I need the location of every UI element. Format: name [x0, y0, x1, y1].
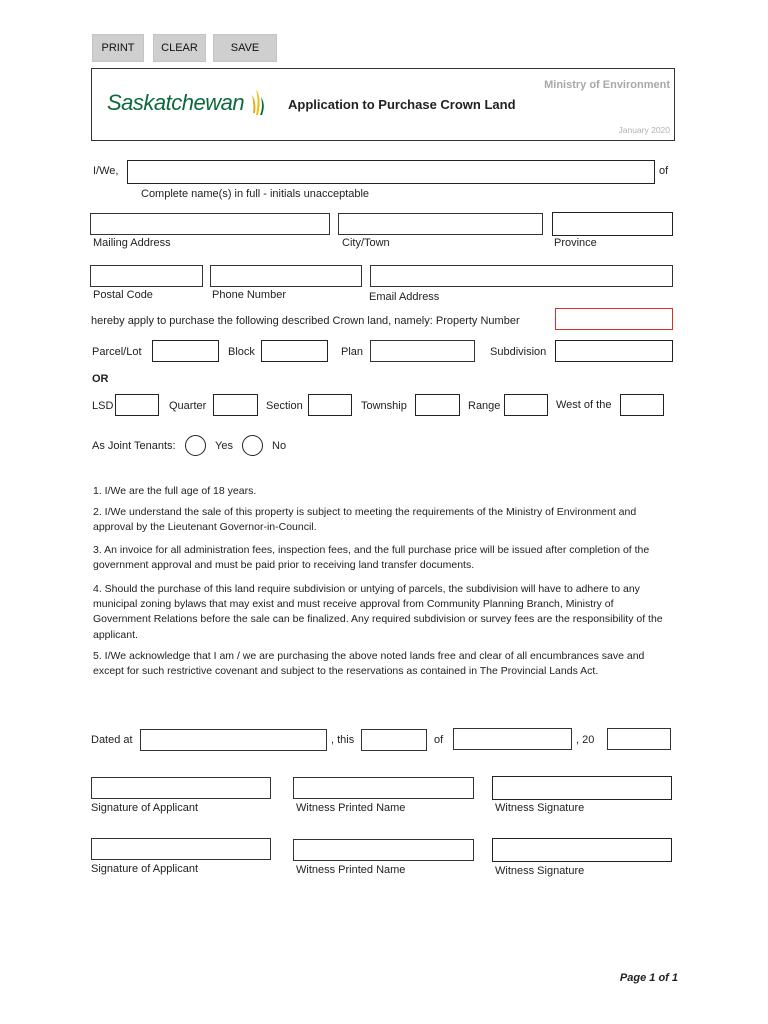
page-number: Page 1 of 1 [619, 972, 678, 984]
witness-name-1-input[interactable] [293, 777, 474, 799]
city-input[interactable] [338, 213, 543, 235]
township-input[interactable] [415, 394, 460, 416]
form-header [91, 68, 675, 141]
province-input[interactable] [552, 212, 673, 236]
mailing-address-input[interactable] [90, 213, 330, 235]
wheat-logo-icon [246, 87, 268, 117]
lsd-input[interactable] [115, 394, 159, 416]
applicant-signature-2-input[interactable] [91, 838, 271, 860]
witness-signature-2-input[interactable] [492, 838, 672, 862]
term-1: 1. I/We are the full age of 18 years. [93, 485, 257, 497]
city-label: City/Town [342, 237, 390, 249]
postal-code-label: Postal Code [93, 289, 153, 301]
section-input[interactable] [308, 394, 352, 416]
west-label: West of the [556, 399, 612, 411]
applicant-signature-2-label: Signature of Applicant [91, 863, 199, 875]
joint-yes-radio[interactable] [185, 435, 206, 456]
this-label: , this [331, 734, 355, 746]
province-label: Province [554, 237, 597, 249]
form-date: January 2020 [618, 125, 670, 135]
no-label: No [272, 440, 287, 452]
township-label: Township [361, 400, 407, 412]
phone-input[interactable] [210, 265, 362, 287]
applicant-signature-1-input[interactable] [91, 777, 271, 799]
term-5: 5. I/We acknowledge that I am / we are purchasing the above noted lands free and clear of all encumbrances save and except for such restrictive covenant and subject to the reservations as contained in The Provincial Lands Act. [93, 650, 645, 678]
mailing-address-label: Mailing Address [93, 237, 171, 249]
of-label: of [659, 165, 669, 177]
applicant-signature-1-label: Signature of Applicant [91, 802, 199, 814]
day-input[interactable] [361, 729, 427, 751]
parcel-label: Parcel/Lot [92, 346, 142, 358]
subdivision-label: Subdivision [490, 346, 547, 358]
print-button[interactable]: PRINT [92, 34, 144, 62]
clear-button[interactable]: CLEAR [153, 34, 206, 62]
year-input[interactable] [607, 728, 671, 750]
form-title: Application to Purchase Crown Land [288, 97, 516, 112]
iwe-label: I/We, [93, 165, 119, 177]
witness-name-2-input[interactable] [293, 839, 474, 861]
subdivision-input[interactable] [555, 340, 673, 362]
joint-tenants-label: As Joint Tenants: [92, 440, 176, 452]
year-prefix-label: , 20 [576, 734, 595, 746]
dated-at-label: Dated at [91, 734, 133, 746]
phone-label: Phone Number [212, 289, 286, 301]
name-hint: Complete name(s) in full - initials unacceptable [141, 188, 370, 200]
section-label: Section [266, 400, 303, 412]
witness-name-2-label: Witness Printed Name [296, 864, 406, 876]
plan-label: Plan [341, 346, 364, 358]
witness-signature-2-label: Witness Signature [495, 865, 585, 877]
quarter-input[interactable] [213, 394, 258, 416]
plan-input[interactable] [370, 340, 475, 362]
email-input[interactable] [370, 265, 673, 287]
applicant-name-input[interactable] [127, 160, 655, 184]
month-of-label: of [434, 734, 444, 746]
quarter-label: Quarter [169, 400, 207, 412]
email-label: Email Address [369, 291, 440, 303]
range-input[interactable] [504, 394, 548, 416]
witness-name-1-label: Witness Printed Name [296, 802, 406, 814]
joint-no-radio[interactable] [242, 435, 263, 456]
block-input[interactable] [261, 340, 328, 362]
save-button[interactable]: SAVE [213, 34, 277, 62]
witness-signature-1-label: Witness Signature [495, 802, 585, 814]
range-label: Range [468, 400, 501, 412]
logo-text: Saskatchewan [107, 90, 245, 115]
or-label: OR [92, 373, 109, 385]
term-3: 3. An invoice for all administration fees, inspection fees, and the full purchase price will be issued after completion of the government approval and must be paid prior to receiving land transfer documents. [93, 544, 650, 572]
apply-text: hereby apply to purchase the following described Crown land, namely: Property Number [91, 315, 520, 327]
witness-signature-1-input[interactable] [492, 776, 672, 800]
parcel-input[interactable] [152, 340, 219, 362]
postal-code-input[interactable] [90, 265, 203, 287]
dated-at-input[interactable] [140, 729, 327, 751]
lsd-label: LSD [92, 400, 114, 412]
block-label: Block [228, 346, 255, 358]
yes-label: Yes [215, 440, 233, 452]
ministry-name: Ministry of Environment [544, 79, 670, 91]
month-input[interactable] [453, 728, 572, 750]
term-4: 4. Should the purchase of this land require subdivision or untying of parcels, the subdivision will have to adhere to any municipal zoning bylaws that may exist and must receive approval from Community Planning Branch, Ministry of Government Relations before the sale can be finalized. Any required subdivision or survey fees are the responsibility of the applicant. [93, 583, 663, 641]
term-2: 2. I/We understand the sale of this property is subject to meeting the requirements of the Ministry of Environment and approval by the Lieutenant Governor-in-Council. [93, 506, 637, 534]
property-number-input[interactable] [555, 308, 673, 330]
meridian-input[interactable] [620, 394, 664, 416]
